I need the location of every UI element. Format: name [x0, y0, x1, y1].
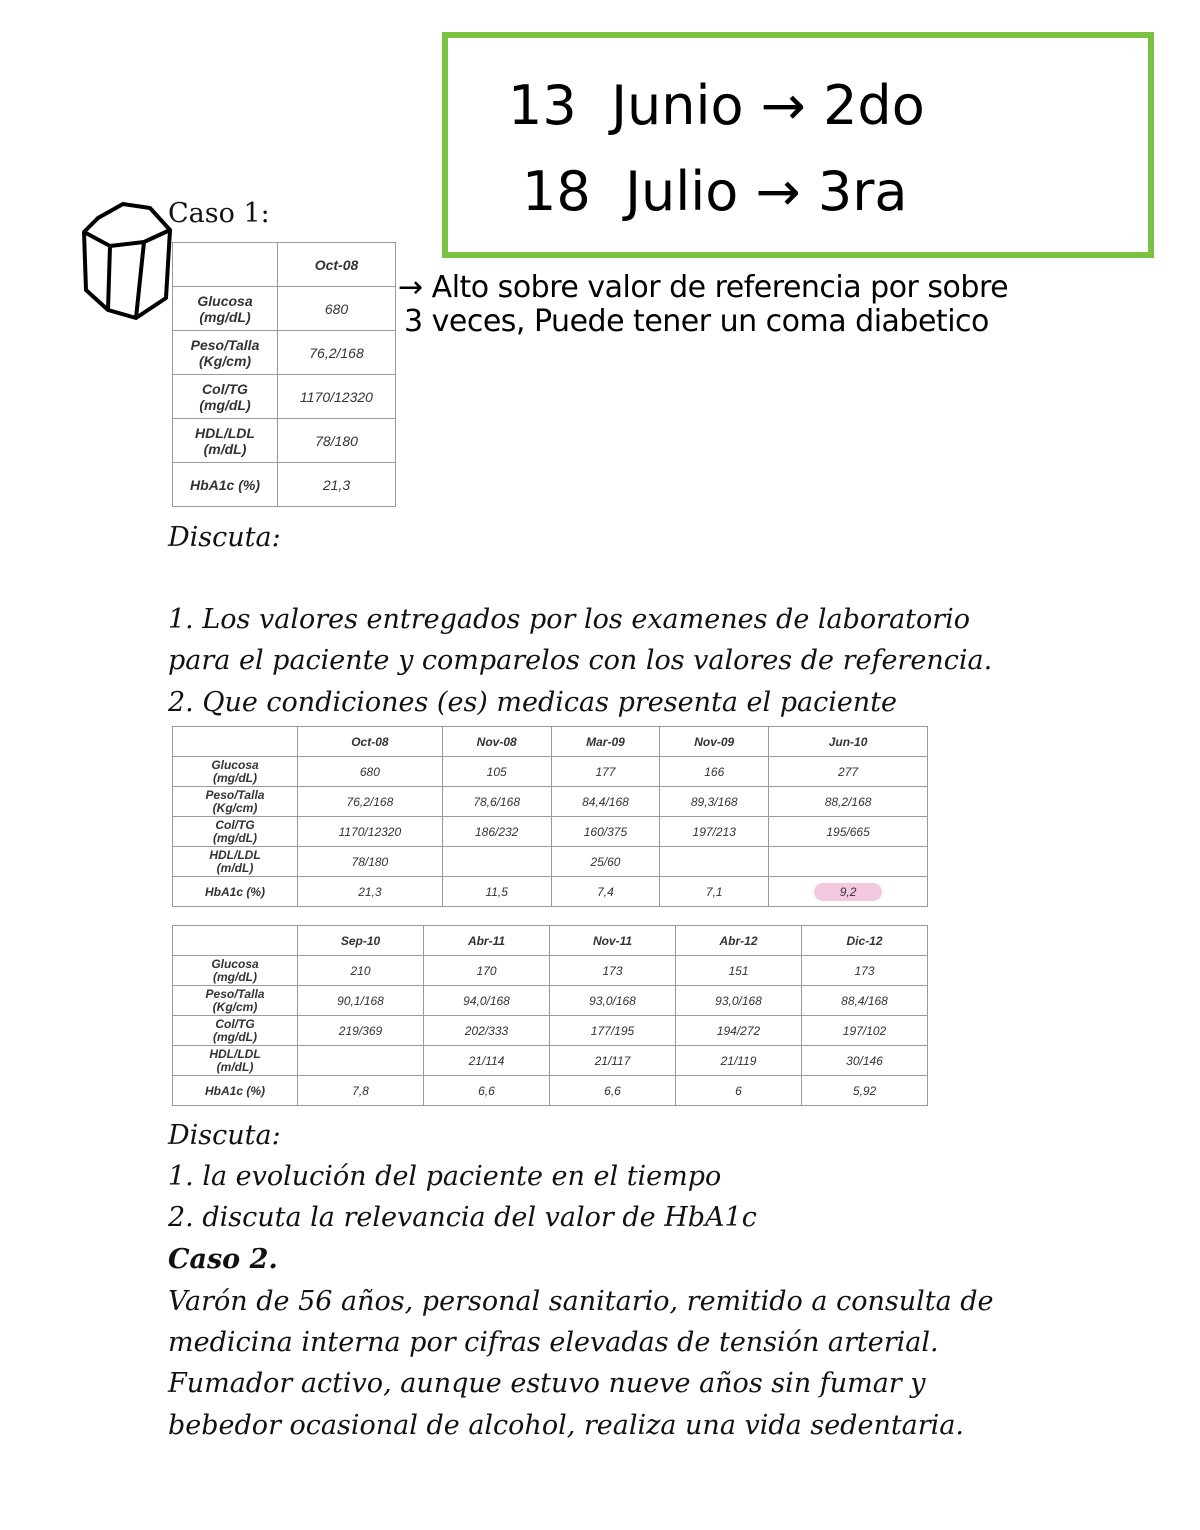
table-cell: 93,0/168 [676, 986, 802, 1016]
case2-line-2: medicina interna por cifras elevadas de tensión arterial. [168, 1327, 939, 1358]
row-header: HbA1c (%) [173, 877, 298, 907]
table-cell: 197/102 [802, 1016, 928, 1046]
highlighted-value: 9,2 [814, 883, 883, 901]
handwritten-annotation-line-1: → Alto sobre valor de referencia por sobre [398, 270, 1009, 305]
table-cell: 76,2/168 [298, 787, 443, 817]
row-header: Glucosa (mg/dL) [173, 287, 278, 331]
table-cell [769, 877, 928, 907]
table-cell: 6,6 [424, 1076, 550, 1106]
column-header: Jun-10 [769, 727, 928, 757]
table-cell: 173 [550, 956, 676, 986]
row-header: Col/TG (mg/dL) [173, 817, 298, 847]
column-header: Nov-11 [550, 926, 676, 956]
column-header: Oct-08 [298, 727, 443, 757]
column-header: Nov-09 [660, 727, 769, 757]
table-cell: 94,0/168 [424, 986, 550, 1016]
table-corner [173, 243, 278, 287]
case2-line-4: bebedor ocasional de alcohol, realiza una vida sedentaria. [168, 1410, 964, 1441]
table-cell: 680 [278, 287, 396, 331]
row-header: Peso/Talla (Kg/cm) [173, 986, 298, 1016]
table-cell: 1170/12320 [298, 817, 443, 847]
column-header: Nov-08 [442, 727, 551, 757]
table-cell: 90,1/168 [298, 986, 424, 1016]
column-header: Dic-12 [802, 926, 928, 956]
table-cell: 277 [769, 757, 928, 787]
lab-table-1 [172, 726, 928, 907]
table-cell: 78/180 [278, 419, 396, 463]
table-cell: 105 [442, 757, 551, 787]
table-cell: 202/333 [424, 1016, 550, 1046]
table-cell: 5,92 [802, 1076, 928, 1106]
case2-line-1: Varón de 56 años, personal sanitario, remitido a consulta de [168, 1286, 994, 1317]
row-header: HbA1c (%) [173, 463, 278, 507]
small-lab-table [172, 242, 396, 507]
table-cell: 88,2/168 [769, 787, 928, 817]
row-header: Col/TG (mg/dL) [173, 1016, 298, 1046]
table-cell: 78,6/168 [442, 787, 551, 817]
table-cell: 194/272 [676, 1016, 802, 1046]
table-cell: 21,3 [278, 463, 396, 507]
table-cell: 76,2/168 [278, 331, 396, 375]
column-header: Mar-09 [551, 727, 660, 757]
column-header: Sep-10 [298, 926, 424, 956]
column-header: Abr-11 [424, 926, 550, 956]
table-cell: 6,6 [550, 1076, 676, 1106]
table-cell [298, 1046, 424, 1076]
table-cell: 21,3 [298, 877, 443, 907]
discuss1-line-1: 1. Los valores entregados por los examenes de laboratorio [168, 604, 971, 635]
table-cell: 93,0/168 [550, 986, 676, 1016]
table-cell: 151 [676, 956, 802, 986]
row-header: Peso/Talla (Kg/cm) [173, 331, 278, 375]
row-header: Glucosa (mg/dL) [173, 757, 298, 787]
lab-table-2 [172, 925, 928, 1106]
table-cell: 89,3/168 [660, 787, 769, 817]
table-cell: 21/117 [550, 1046, 676, 1076]
discuss2-line-1: 1. la evolución del paciente en el tiempo [168, 1161, 722, 1192]
case1-title: Caso 1: [168, 198, 270, 229]
row-header: HDL/LDL (m/dL) [173, 847, 298, 877]
note-line-2: 18 Julio → 3ra [522, 160, 908, 223]
table-corner [173, 926, 298, 956]
row-header: Glucosa (mg/dL) [173, 956, 298, 986]
table-cell: 210 [298, 956, 424, 986]
table-cell: 21/119 [676, 1046, 802, 1076]
case2-line-3: Fumador activo, aunque estuvo nueve años sin fumar y [168, 1368, 926, 1399]
discuss2-title: Discuta: [168, 1120, 281, 1151]
table-cell: 170 [424, 956, 550, 986]
column-header: Oct-08 [278, 243, 396, 287]
table-cell: 7,8 [298, 1076, 424, 1106]
table-cell [442, 847, 551, 877]
handwritten-note-box [442, 32, 1154, 258]
table-cell: 30/146 [802, 1046, 928, 1076]
table-cell: 84,4/168 [551, 787, 660, 817]
table-cell: 25/60 [551, 847, 660, 877]
discuss1-title: Discuta: [168, 522, 281, 553]
table-cell: 197/213 [660, 817, 769, 847]
table-cell: 88,4/168 [802, 986, 928, 1016]
column-header: Abr-12 [676, 926, 802, 956]
note-line-1: 13 Junio → 2do [508, 74, 925, 137]
case2-title: Caso 2. [168, 1244, 278, 1275]
table-cell: 1170/12320 [278, 375, 396, 419]
table-cell: 186/232 [442, 817, 551, 847]
row-header: HbA1c (%) [173, 1076, 298, 1106]
discuss1-line-3: 2. Que condiciones (es) medicas presenta el paciente [168, 687, 898, 718]
table-cell: 680 [298, 757, 443, 787]
table-cell: 7,1 [660, 877, 769, 907]
row-header: HDL/LDL (m/dL) [173, 1046, 298, 1076]
table-cell: 173 [802, 956, 928, 986]
table-cell: 166 [660, 757, 769, 787]
table-cell: 6 [676, 1076, 802, 1106]
table-cell: 195/665 [769, 817, 928, 847]
table-cell: 7,4 [551, 877, 660, 907]
table-cell: 177/195 [550, 1016, 676, 1046]
row-header: Peso/Talla (Kg/cm) [173, 787, 298, 817]
table-cell: 78/180 [298, 847, 443, 877]
prism-doodle-icon [78, 198, 178, 328]
discuss2-line-2: 2. discuta la relevancia del valor de HbA1c [168, 1202, 757, 1233]
table-corner [173, 727, 298, 757]
table-cell: 160/375 [551, 817, 660, 847]
table-cell [769, 847, 928, 877]
table-cell [660, 847, 769, 877]
handwritten-annotation-line-2: 3 veces, Puede tener un coma diabetico [404, 304, 989, 339]
row-header: HDL/LDL (m/dL) [173, 419, 278, 463]
table-cell: 177 [551, 757, 660, 787]
row-header: Col/TG (mg/dL) [173, 375, 278, 419]
discuss1-line-2: para el paciente y comparelos con los valores de referencia. [168, 645, 993, 676]
table-cell: 219/369 [298, 1016, 424, 1046]
table-cell: 21/114 [424, 1046, 550, 1076]
table-cell: 11,5 [442, 877, 551, 907]
